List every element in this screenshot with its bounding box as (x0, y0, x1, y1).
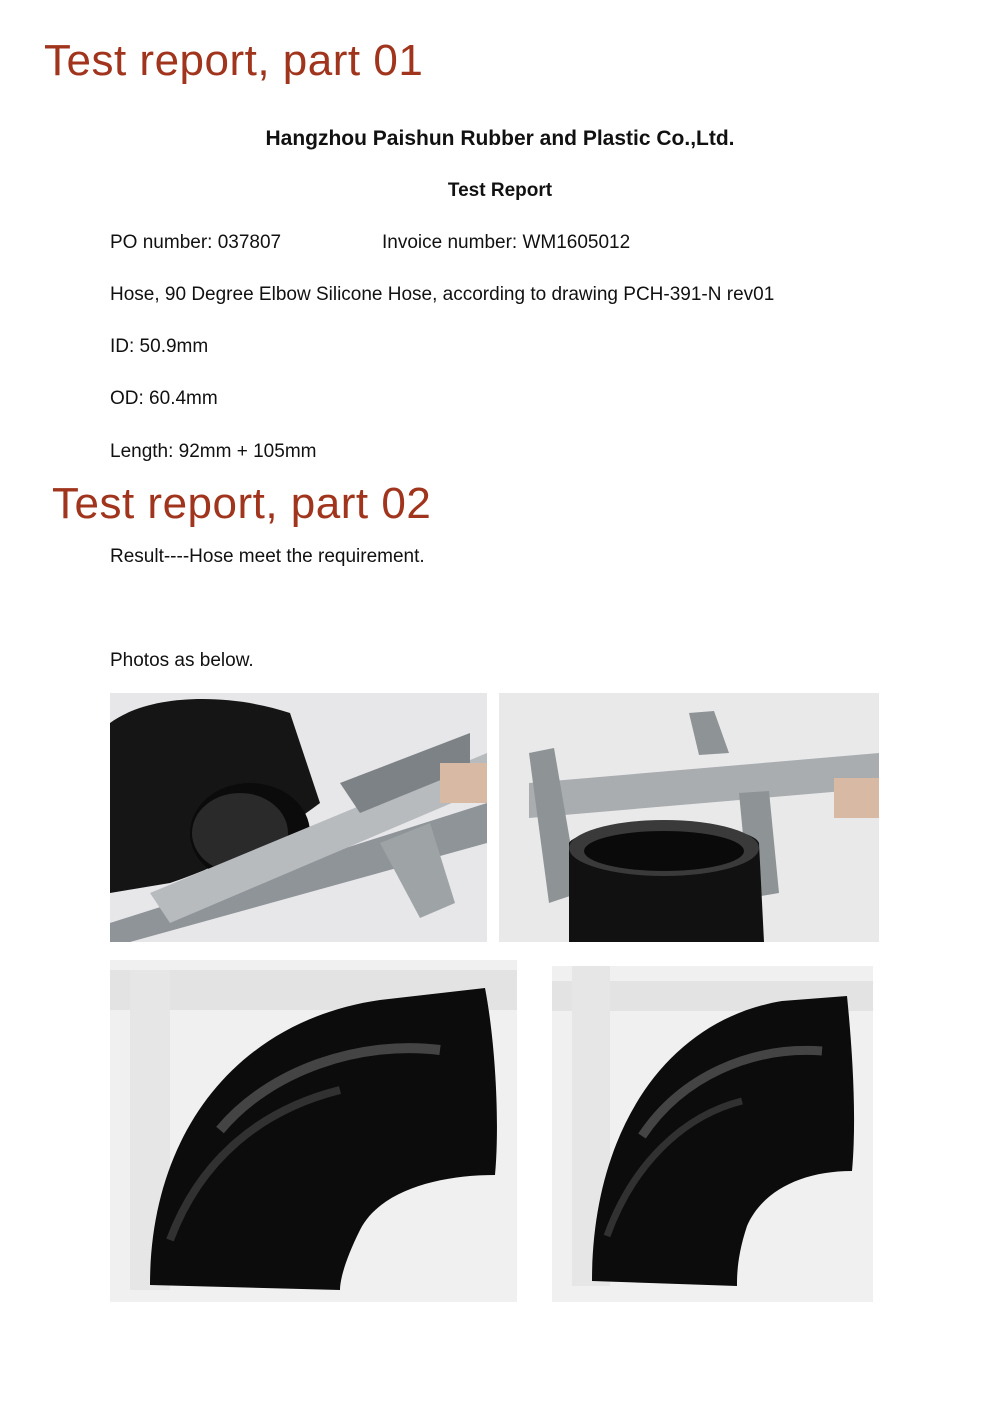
od-value: OD: 60.4mm (110, 388, 218, 409)
part1-title: Test report, part 01 (44, 36, 424, 85)
elbow-hose-photo-2 (552, 966, 873, 1302)
po-number: PO number: 037807 (110, 232, 282, 253)
result-text: Result----Hose meet the requirement. (110, 546, 425, 567)
id-value: ID: 50.9mm (110, 336, 209, 357)
part2-title: Test report, part 02 (52, 479, 432, 528)
length-value: Length: 92mm + 105mm (110, 441, 317, 462)
report-title: Test Report (447, 180, 553, 201)
elbow-hose-photo-1 (110, 960, 517, 1302)
company-name: Hangzhou Paishun Rubber and Plastic Co.,Ltd. (265, 127, 735, 150)
caliper-photo-2 (499, 693, 879, 942)
invoice-number: Invoice number: WM1605012 (382, 232, 631, 253)
caliper-photo-1 (110, 693, 487, 942)
photos-caption: Photos as below. (110, 650, 254, 671)
hose-description: Hose, 90 Degree Elbow Silicone Hose, according to drawing PCH-391-N rev01 (110, 284, 775, 305)
